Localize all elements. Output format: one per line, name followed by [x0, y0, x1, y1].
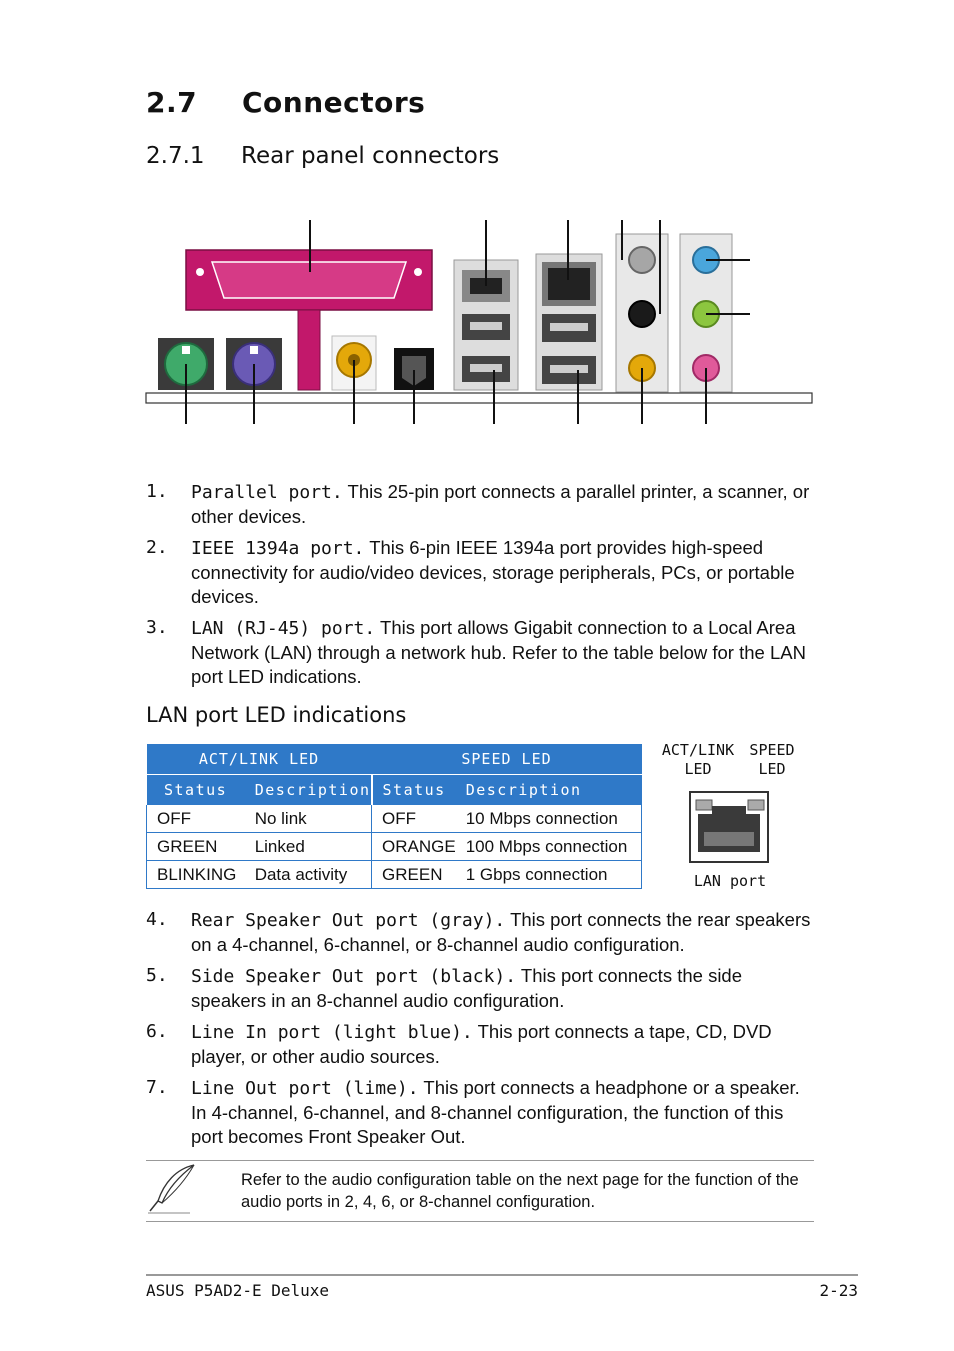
item-text: This 25-pin port connects a parallel printer, a scanner, or other devices. — [191, 481, 810, 527]
act-link-led-label: ACT/LINK LED — [661, 741, 735, 778]
table-cell: Data activity — [245, 861, 372, 889]
subsection-number: 2.7.1 — [146, 143, 205, 169]
item-number: 2. — [146, 537, 168, 558]
table-cell: Linked — [245, 833, 372, 861]
column-header: Status — [372, 775, 456, 806]
section-title: Connectors — [242, 86, 426, 119]
connector-list-b — [146, 908, 814, 1156]
table-cell: No link — [245, 805, 372, 833]
item-title: Line Out port (lime). — [191, 1078, 419, 1099]
item-text: This 6-pin IEEE 1394a port provides high-speed connectivity for audio/video devices, storage peripherals, PCs, or portable devices. — [191, 537, 795, 607]
speed-led-label: SPEED LED — [749, 741, 795, 778]
lan-port-graphic — [688, 790, 772, 866]
item-text: This port connects a headphone or a speaker. In 4-channel, 6-channel, and 8-channel configuration, the function of this port becomes Front Speaker Out. — [191, 1077, 800, 1147]
table-cell: 10 Mbps connection — [456, 805, 642, 833]
table-row — [147, 861, 642, 889]
table-cell: 100 Mbps connection — [456, 833, 642, 861]
footer-divider — [146, 1274, 858, 1276]
item-number: 1. — [146, 481, 168, 502]
item-title: Line In port (light blue). — [191, 1022, 473, 1043]
item-title: Side Speaker Out port (black). — [191, 966, 517, 987]
item-number: 6. — [146, 1021, 168, 1042]
table-row — [147, 805, 642, 833]
item-number: 5. — [146, 965, 168, 986]
item-text: This port connects the rear speakers on a 4-channel, 6-channel, or 8-channel audio configuration. — [191, 909, 811, 955]
list-item — [146, 1020, 814, 1069]
table-cell: GREEN — [372, 861, 456, 889]
item-number: 4. — [146, 909, 168, 930]
column-header: Description — [456, 775, 642, 806]
column-header: Description — [245, 775, 372, 806]
subsection-heading — [146, 143, 499, 169]
section-number: 2.7 — [146, 86, 198, 119]
subsection-title: Rear panel connectors — [241, 143, 500, 169]
table-cell: 1 Gbps connection — [456, 861, 642, 889]
item-number: 3. — [146, 617, 168, 638]
table-cell: OFF — [372, 805, 456, 833]
rear-panel-diagram — [140, 210, 820, 430]
panel-baseline — [146, 393, 812, 403]
list-item — [146, 480, 814, 529]
item-title: IEEE 1394a port. — [191, 538, 365, 559]
item-text: This port connects a tape, CD, DVD player, or other audio sources. — [191, 1021, 772, 1067]
list-item — [146, 536, 814, 609]
note-box — [146, 1160, 814, 1222]
column-header: Status — [147, 775, 245, 806]
item-text: This port connects the side speakers in an 8-channel audio configuration. — [191, 965, 743, 1011]
lan-led-table — [146, 744, 642, 889]
page-number: 2-23 — [819, 1281, 858, 1300]
connector-list-a — [146, 480, 814, 696]
table-row — [147, 833, 642, 861]
table-cell: OFF — [147, 805, 245, 833]
lan-port-label: LAN port — [693, 872, 767, 890]
item-title: LAN (RJ-45) port. — [191, 618, 376, 639]
list-item — [146, 964, 814, 1013]
item-number: 7. — [146, 1077, 168, 1098]
led-section-title: LAN port LED indications — [146, 703, 407, 727]
feather-pen-icon — [146, 1161, 202, 1217]
section-heading — [146, 86, 425, 119]
item-text: This port allows Gigabit connection to a Local Area Network (LAN) through a network hub. Refer to the table below for the LAN port LED indications. — [191, 617, 806, 687]
table-cell: ORANGE — [372, 833, 456, 861]
table-cell: BLINKING — [147, 861, 245, 889]
table-cell: GREEN — [147, 833, 245, 861]
speed-led-header: SPEED LED — [372, 744, 642, 775]
list-item — [146, 908, 814, 957]
item-title: Parallel port. — [191, 482, 343, 503]
item-title: Rear Speaker Out port (gray). — [191, 910, 506, 931]
footer-title: ASUS P5AD2-E Deluxe — [146, 1281, 330, 1300]
act-link-led-header: ACT/LINK LED — [147, 744, 372, 775]
list-item — [146, 1076, 814, 1149]
note-text: Refer to the audio configuration table on the next page for the function of the audio ports in 2, 4, 6, or 8-channel configuration. — [241, 1171, 799, 1211]
list-item — [146, 616, 814, 689]
